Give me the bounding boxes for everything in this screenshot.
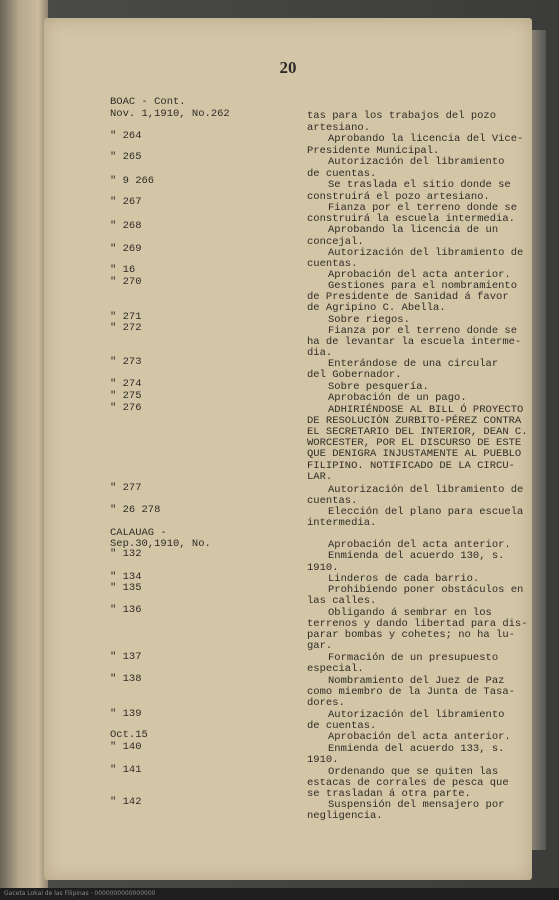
entry-description-line: Aprobación de un pago. [328, 392, 467, 404]
entry-reference: " 265 [110, 151, 142, 163]
entry-reference: " 142 [110, 796, 142, 808]
entry-description-line: como miembro de la Junta de Tasa- [307, 686, 515, 698]
entry-reference: " 271 [110, 311, 142, 323]
entry-description-line: las calles. [307, 595, 377, 607]
entry-description-line: construirá la escuela intermedia. [307, 213, 515, 225]
entry-reference: " 276 [110, 402, 142, 414]
entry-reference: " 277 [110, 482, 142, 494]
entry-description-line: del Gobernador. [307, 369, 402, 381]
entry-description-line: Autorización del libramiento [328, 709, 505, 721]
entry-description-line: Aprobación del acta anterior. [328, 539, 511, 551]
entry-description-line: especial. [307, 663, 364, 675]
book-binding [0, 0, 48, 900]
entry-reference: " 268 [110, 220, 142, 232]
entry-reference: " 136 [110, 604, 142, 616]
entry-description-line: tas para los trabajos del pozo [307, 110, 497, 122]
entry-description-line: parar bombas y cohetes; no ha lu- [307, 629, 515, 641]
entry-description-line: Obligando á sembrar en los [328, 607, 492, 619]
entry-reference: " 272 [110, 322, 142, 334]
entry-description-line: Sobre riegos. [328, 314, 410, 326]
entry-description-line: Formación de un presupuesto [328, 652, 499, 664]
entry-reference: " 267 [110, 196, 142, 208]
entry-description-line: Linderos de cada barrio. [328, 573, 480, 585]
entry-reference: " 132 [110, 548, 142, 560]
entry-description-line: EL SECRETARIO DEL INTERIOR, DEAN C. [307, 426, 528, 438]
entry-description-line: cuentas. [307, 258, 358, 270]
entry-reference: " 270 [110, 276, 142, 288]
entry-reference: Nov. 1,1910, No.262 [110, 108, 230, 120]
entry-description-line: de cuentas. [307, 168, 377, 180]
entry-description-line: Elección del plano para escuela [328, 506, 524, 518]
entry-reference: " 140 [110, 741, 142, 753]
entry-description-line: Suspensión del mensajero por [328, 799, 505, 811]
entry-description-line: Fianza por el terreno donde se [328, 202, 518, 214]
entry-description-line: estacas de corrales de pesca que [307, 777, 509, 789]
entry-reference: " 269 [110, 243, 142, 255]
entry-description-line: Ordenando que se quiten las [328, 766, 499, 778]
entry-description-line: de Presidente de Sanidad á favor [307, 291, 509, 303]
entry-description-line: WORCESTER, POR EL DISCURSO DE ESTE [307, 437, 522, 449]
entry-description-line: Aprobación del acta anterior. [328, 731, 511, 743]
entry-reference: " 16 [110, 264, 136, 276]
entry-reference: " 139 [110, 708, 142, 720]
entry-description-line: Fianza por el terreno donde se [328, 325, 518, 337]
entry-description-line: FILIPINO. NOTIFICADO DE LA CIRCU- [307, 460, 515, 472]
entry-reference: BOAC - Cont. [110, 96, 186, 108]
entry-reference: Oct.15 [110, 729, 148, 741]
entry-description-line: 1910. [307, 562, 339, 574]
entry-description-line: LAR. [307, 471, 333, 483]
entry-description-line: Autorización del libramiento de [328, 247, 524, 259]
entry-description-line: 1910. [307, 754, 339, 766]
entry-description-line: ADHIRIÉNDOSE AL BILL Ó PROYECTO [328, 404, 524, 416]
entry-description-line: Enterándose de una circular [328, 358, 499, 370]
entry-description-line: Aprobación del acta anterior. [328, 269, 511, 281]
entry-description-line: dores. [307, 697, 345, 709]
entry-description-line: Aprobando la licencia de un [328, 224, 499, 236]
document-page [44, 18, 532, 880]
entry-reference: Sep.30,1910, No. [110, 538, 211, 550]
entry-description-line: intermedia. [307, 517, 377, 529]
entry-description-line: concejal. [307, 236, 364, 248]
entry-reference: " 26 278 [110, 504, 161, 516]
entry-description-line: DE RESOLUCIÓN ZURBITO-PÉREZ CONTRA [307, 415, 522, 427]
entry-description-line: construirá el pozo artesiano. [307, 191, 490, 203]
entry-description-line: Autorización del libramiento de [328, 484, 524, 496]
entry-description-line: Gestiones para el nombramiento [328, 280, 518, 292]
entry-reference: " 141 [110, 764, 142, 776]
entry-reference: " 273 [110, 356, 142, 368]
entry-description-line: QUE DENIGRA INJUSTAMENTE AL PUEBLO [307, 448, 522, 460]
entry-description-line: Prohibiendo poner obstáculos en [328, 584, 524, 596]
scan-footer: Gaceta Lokal de las Filipinas · 0000000000000000 [0, 888, 559, 900]
entry-reference: " 275 [110, 390, 142, 402]
entry-description-line: Enmienda del acuerdo 133, s. [328, 743, 505, 755]
entry-description-line: terrenos y dando libertad para dis- [307, 618, 528, 630]
entry-description-line: de cuentas. [307, 720, 377, 732]
entry-description-line: Sobre pesquería. [328, 381, 429, 393]
entry-reference: " 137 [110, 651, 142, 663]
entry-description-line: Nombramiento del Juez de Paz [328, 675, 505, 687]
entry-description-line: Se traslada el sitio donde se [328, 179, 511, 191]
page-edge [532, 30, 546, 850]
entry-description-line: Presidente Municipal. [307, 145, 440, 157]
entry-description-line: artesiano. [307, 122, 371, 134]
entry-description-line: Enmienda del acuerdo 130, s. [328, 550, 505, 562]
entry-reference: " 274 [110, 378, 142, 390]
entry-reference: " 264 [110, 130, 142, 142]
entry-reference: " 134 [110, 571, 142, 583]
entry-reference: " 9 266 [110, 175, 155, 187]
entry-reference: " 138 [110, 673, 142, 685]
entry-description-line: cuentas. [307, 495, 358, 507]
page-number: 20 [279, 58, 297, 77]
entry-description-line: Autorización del libramiento [328, 156, 505, 168]
entry-reference: CALAUAG - [110, 527, 167, 539]
entry-description-line: ha de levantar la escuela interme- [307, 336, 522, 348]
entry-description-line: Aprobando la licencia del Vice- [328, 133, 524, 145]
entry-reference: " 135 [110, 582, 142, 594]
entry-description-line: negligencia. [307, 810, 383, 822]
entry-description-line: dia. [307, 347, 333, 359]
entry-description-line: se trasladan á otra parte. [307, 788, 471, 800]
entry-description-line: de Agripino C. Abella. [307, 302, 446, 314]
entry-description-line: gar. [307, 640, 333, 652]
